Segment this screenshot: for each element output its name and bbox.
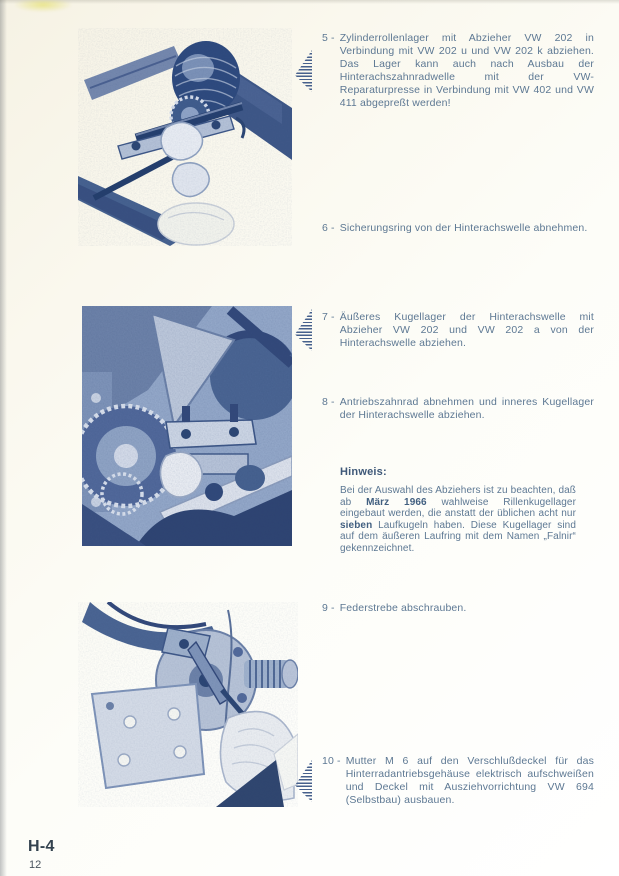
step-9 — [322, 602, 594, 615]
figure-step7-photo — [82, 306, 292, 546]
step-8 — [322, 396, 594, 422]
step-number: 7 - — [322, 311, 335, 323]
note-heading: Hinweis: — [340, 466, 387, 478]
figure-step9-photo — [78, 602, 298, 807]
step-text: Zylinderrollenlager mit Abzieher VW 202 in Verbindung mit VW 202 u und VW 202 k abziehen. Das Lager kann auch nach Ausbau der Hinterachszahnradwelle mit der VW-Reparaturpresse in Verbindung mit VW 402 und VW 411 abgepreßt werden! — [339, 32, 594, 109]
step-number: 6 - — [322, 222, 335, 234]
hatched-arrow-icon — [295, 309, 312, 351]
step-text: Sicherungsring von der Hinterachswelle abnehmen. — [339, 222, 588, 234]
step-5 — [322, 32, 594, 110]
scan-edge-shadow-top — [0, 0, 619, 4]
step-number: 10 - — [322, 755, 341, 767]
step-text: Äußeres Kugellager der Hinterachswelle mit Abzieher VW 202 und VW 202 a von der Hinterachswelle abziehen. — [339, 311, 594, 349]
step-7 — [322, 311, 594, 350]
yellow-marker-smudge — [14, 0, 72, 12]
step-number: 8 - — [322, 396, 335, 408]
section-code: H-4 — [28, 838, 55, 855]
note-body: Bei der Auswahl des Abziehers ist zu beachten, daß ab März 1966 wahlweise Rillenkugellager eingebaut werden, die anstatt der üblichen acht nur sieben Laufkugeln haben. Diese Kugellager sind auf dem äußeren Laufring mit dem Namen „Falnir“ gekennzeichnet. — [340, 485, 576, 554]
page-number: 12 — [29, 859, 42, 871]
step-6 — [322, 222, 594, 235]
step-10 — [322, 755, 594, 807]
figure-step5-photo — [78, 28, 292, 246]
step-text: Federstrebe abschrauben. — [339, 602, 467, 614]
scan-edge-shadow — [0, 0, 7, 876]
step-text: Mutter M 6 auf den Verschlußdeckel für das Hinterradantriebsgehäuse elektrisch aufschweißen und Deckel mit Ausziehvorrichtung VW 694 (Selbstbau) ausbauen. — [345, 755, 594, 806]
hatched-arrow-icon — [295, 50, 312, 92]
step-number: 9 - — [322, 602, 335, 614]
step-text: Antriebszahnrad abnehmen und inneres Kugellager der Hinterachswelle abziehen. — [339, 396, 594, 421]
step-number: 5 - — [322, 32, 335, 44]
